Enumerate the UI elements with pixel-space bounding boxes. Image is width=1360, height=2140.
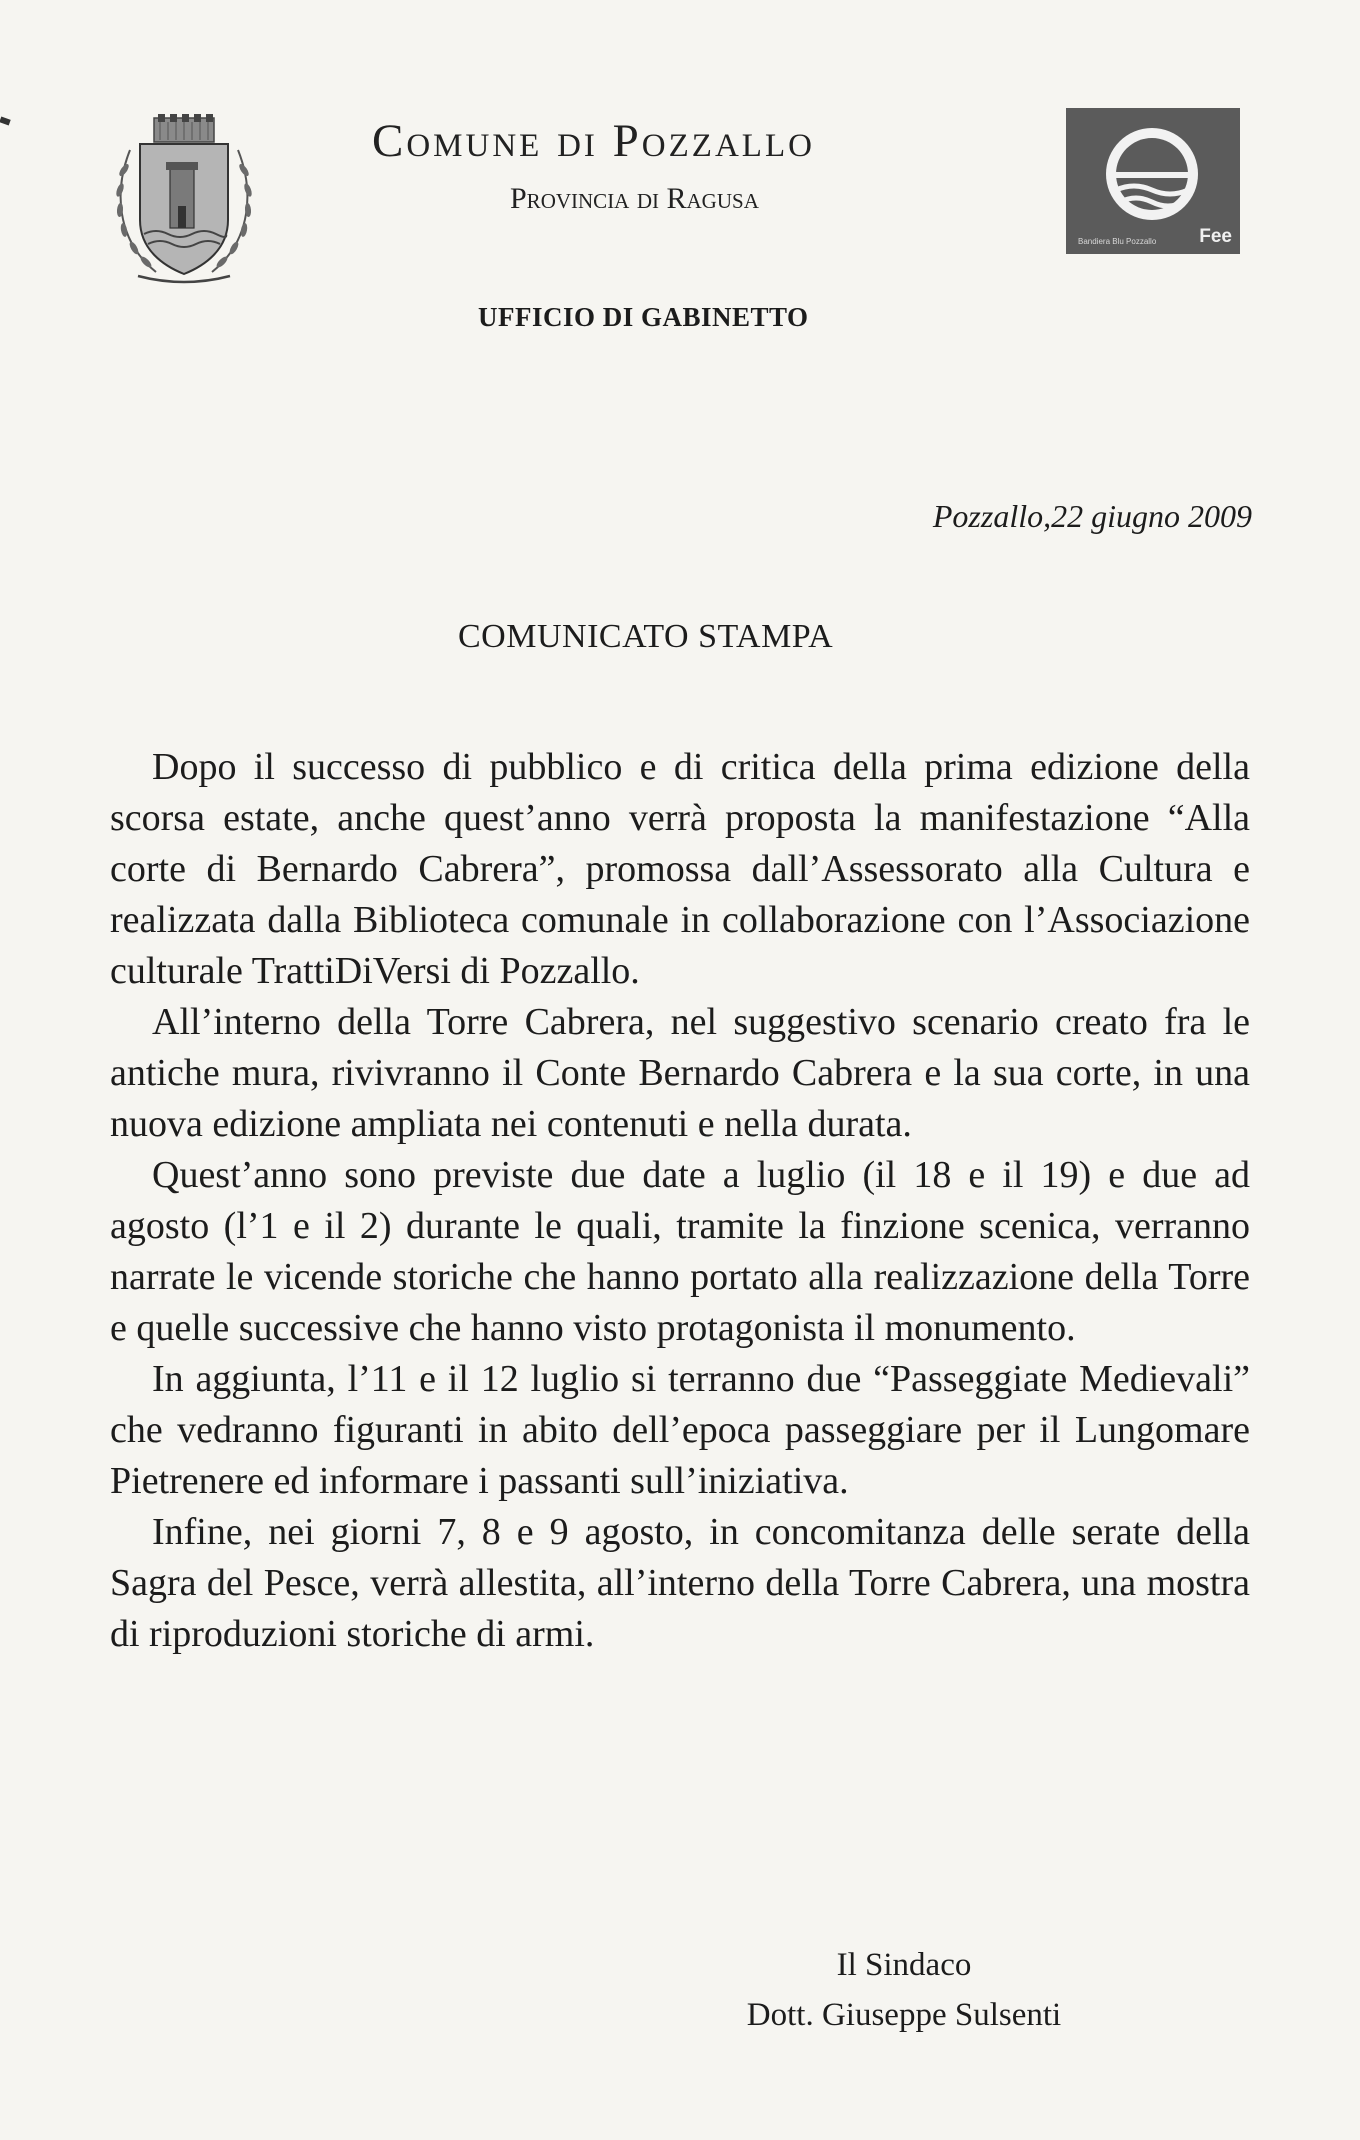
municipality-title: Comune di Pozzallo (372, 115, 815, 167)
date-line: Pozzallo,22 giugno 2009 (932, 498, 1252, 534)
press-release-body (110, 742, 1250, 1660)
scan-artifact (0, 116, 11, 125)
office-heading: UFFICIO DI GABINETTO (478, 302, 809, 332)
blue-flag-badge (1066, 108, 1240, 254)
signatory-name: Dott. Giuseppe Sulsenti (746, 1997, 1062, 2033)
fee-label: Fee (1199, 226, 1232, 247)
document-title: COMUNICATO STAMPA (458, 618, 834, 655)
body-paragraph: All’interno della Torre Cabrera, nel suggestivo scenario creato fra le antiche mura, rivivranno il Conte Bernardo Cabrera e la sua corte, in una nuova edizione ampliata nei contenuti e nella durata. (110, 1001, 1250, 1145)
body-paragraph: Quest’anno sono previste due date a luglio (il 18 e il 19) e due ad agosto (l’1 e il 2) durante le quali, tramite la finzione scenica, verranno narrate le vicende storiche che hanno portato alla realizzazione della Torre e quelle successive che hanno visto protagonista il monumento. (110, 1154, 1250, 1349)
signatory-role: Il Sindaco (836, 1947, 972, 1983)
town-crest-tower-icon (108, 110, 260, 285)
body-paragraph: Dopo il successo di pubblico e di critica della prima edizione della scorsa estate, anche quest’anno verrà proposta la manifestazione “Alla corte di Bernardo Cabrera”, promossa dall’Assessorato alla Cultura e realizzata dalla Biblioteca comunale in collaborazione con l’Associazione culturale TrattiDiVersi di Pozzallo. (110, 746, 1250, 992)
signature-block (718, 1940, 1090, 2040)
province-subtitle: Provincia di Ragusa (510, 182, 759, 215)
body-paragraph: In aggiunta, l’11 e il 12 luglio si terranno due “Passeggiate Medievali” che vedranno figuranti in abito dell’epoca passeggiare per il Lungomare Pietrenere ed informare i passanti sull’iniziativa. (110, 1358, 1250, 1502)
body-paragraph: Infine, nei giorni 7, 8 e 9 agosto, in concomitanza delle serate della Sagra del Pesce, verrà allestita, all’interno della Torre Cabrera, una mostra di riproduzioni storiche di armi. (110, 1511, 1250, 1655)
badge-caption: Bandiera Blu Pozzallo (1078, 237, 1157, 246)
